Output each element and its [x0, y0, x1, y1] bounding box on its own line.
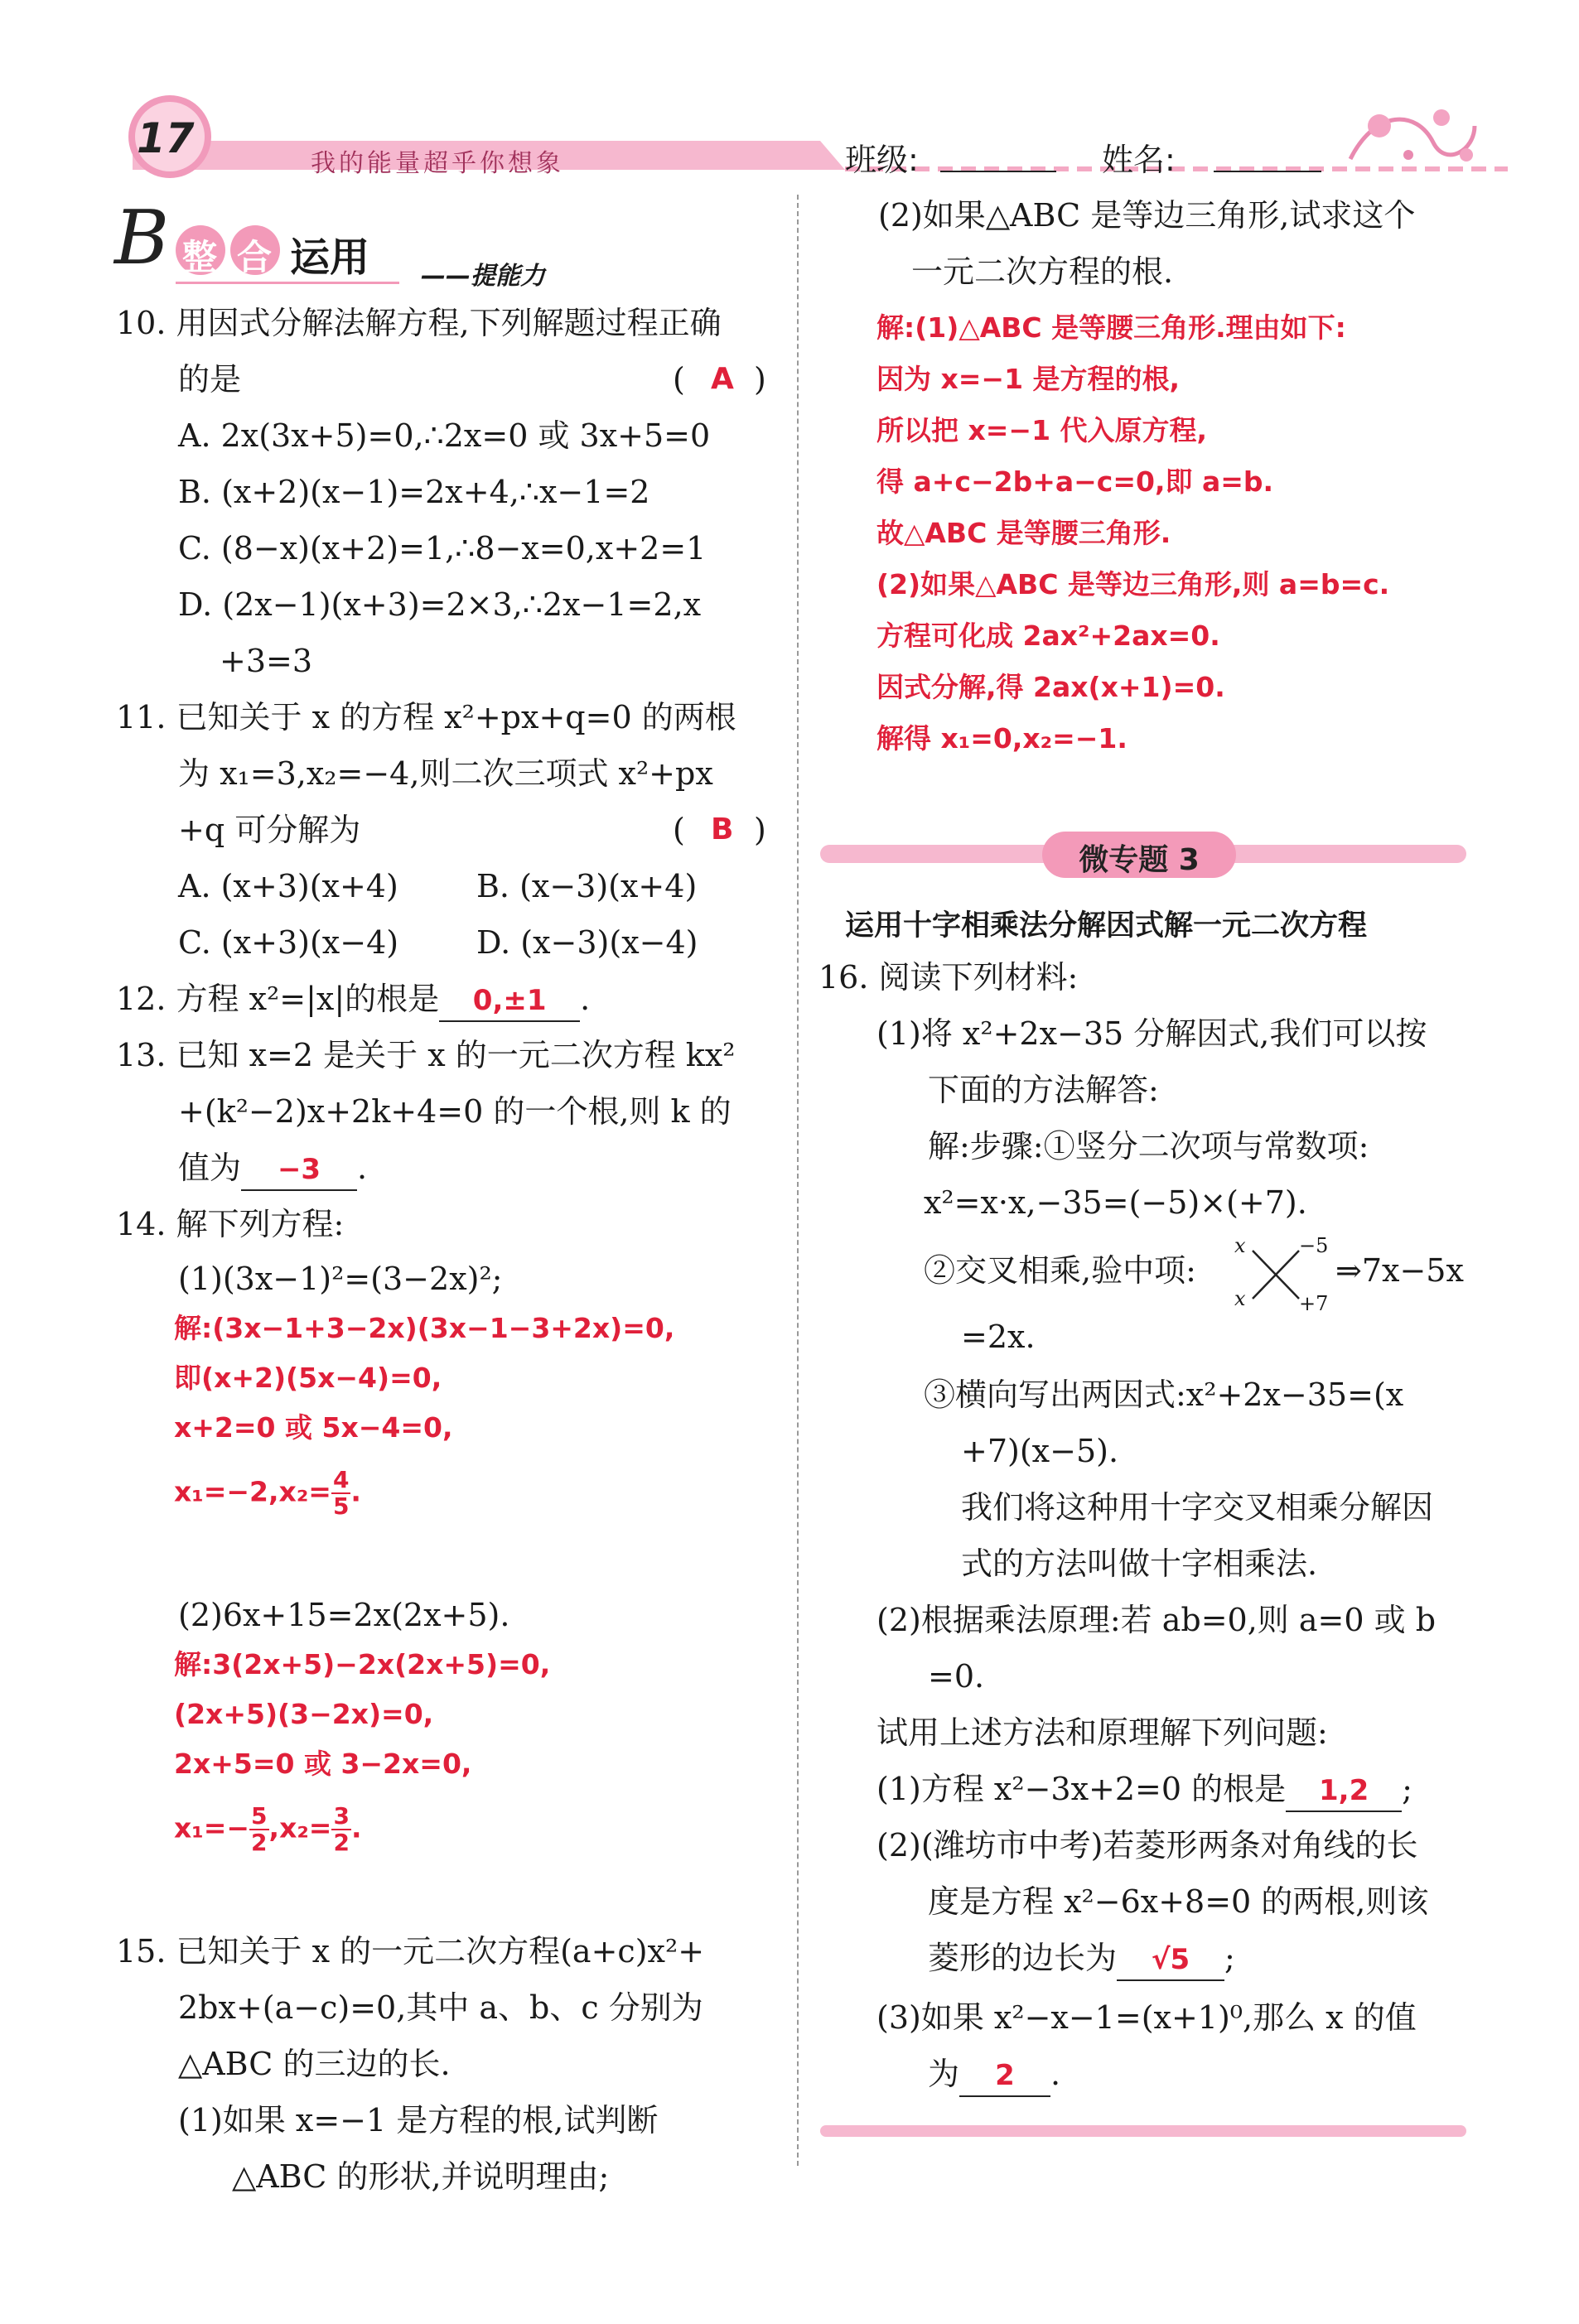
section-word: 运用 [290, 234, 370, 281]
q10-option-d-2: +3=3 [220, 643, 313, 679]
q16-a2-a: (2)(潍坊市中考)若菱形两条对角线的长 [876, 1827, 1418, 1864]
q16-stem: 16. 阅读下列材料: [818, 959, 1079, 996]
q15-part-1-b: △ABC 的形状,并说明理由; [232, 2158, 610, 2195]
section-char-2: 合 [237, 237, 273, 277]
q16-m3: 解:步骤:①竖分二次项与常数项: [928, 1128, 1369, 1164]
q14-p1-sol-2: 即(x+2)(5x−4)=0, [174, 1362, 442, 1394]
q14-p2-final-suffix: . [350, 1811, 362, 1844]
q10-stem-2: 的是 [178, 361, 242, 398]
q16-a1-text: (1)方程 x²−3x+2=0 的根是 [876, 1771, 1287, 1807]
q15-sol-1: 解:(1)△ABC 是等腰三角形.理由如下: [876, 311, 1346, 344]
column-divider [797, 195, 799, 2166]
q13-stem-2: +(k²−2)x+2k+4=0 的一个根,则 k 的 [178, 1093, 732, 1130]
page-number: 17 [137, 114, 195, 162]
q15-part-1-a: (1)如果 x=−1 是方程的根,试判断 [178, 2102, 659, 2138]
q16-m8: +7)(x−5). [961, 1433, 1119, 1469]
q16-m11: (2)根据乘法原理:若 ab=0,则 a=0 或 b [876, 1602, 1437, 1638]
cross-bottom-left: x [1234, 1287, 1246, 1310]
q15-sol-4: 得 a+c−2b+a−c=0,即 a=b. [876, 465, 1274, 498]
q14-p1-sol-3: x+2=0 或 5x−4=0, [174, 1411, 453, 1444]
q11-stem-1: 11. 已知关于 x 的方程 x²+px+q=0 的两根 [116, 699, 736, 735]
q11-option-d: D. (x−3)(x−4) [476, 924, 698, 961]
q11-answer-open: ( [673, 812, 685, 848]
q14-p2-frac1-den: 2 [251, 1829, 268, 1856]
class-label: 班级: [845, 142, 919, 178]
q14-p1-frac-den: 5 [332, 1492, 350, 1520]
q10-option-d-1: D. (2x−1)(x+3)=2×3,∴2x−1=2,x [178, 586, 702, 623]
topic-title: 运用十字相乘法分解因式解一元二次方程 [845, 909, 1368, 943]
name-blank[interactable] [1214, 171, 1321, 172]
q14-p2-frac2-den: 2 [333, 1829, 350, 1856]
q15-sol-6: (2)如果△ABC 是等边三角形,则 a=b=c. [876, 568, 1390, 600]
q10-answer-close: ) [754, 361, 766, 398]
q16-a2-end: ; [1224, 1940, 1235, 1976]
q14-p2-fraction-1 [249, 1804, 268, 1855]
q16-a3-answer-blank: 2 [959, 2056, 1050, 2097]
bottom-divider-bar [820, 2125, 1466, 2137]
q13-stem-3 [178, 1148, 367, 1191]
q14-p2-frac2-num: 3 [333, 1802, 350, 1830]
q10-option-a: A. 2x(3x+5)=0,∴2x=0 或 3x+5=0 [178, 417, 711, 454]
cross-top-right: −5 [1299, 1234, 1329, 1257]
q10-answer: A [711, 362, 734, 396]
q10-stem-1: 10. 用因式分解法解方程,下列解题过程正确 [116, 305, 722, 341]
q16-m6: =2x. [961, 1319, 1036, 1355]
q15-stem-1: 15. 已知关于 x 的一元二次方程(a+c)x²+ [116, 1933, 705, 1970]
q15-sol-2: 因为 x=−1 是方程的根, [876, 363, 1181, 395]
q13-end: . [357, 1150, 368, 1186]
q16-a1 [876, 1769, 1412, 1812]
q14-p2-final-prefix: x₁=− [174, 1811, 250, 1844]
name-label: 姓名: [1102, 142, 1176, 178]
q14-p2-fraction-2 [331, 1804, 350, 1855]
q12-answer-blank: 0,±1 [439, 981, 580, 1022]
section-letter: B [114, 195, 170, 282]
q14-part-2: (2)6x+15=2x(2x+5). [178, 1597, 510, 1633]
q16-a3-b [928, 2054, 1060, 2097]
q15-sol-5: 故△ABC 是等腰三角形. [876, 517, 1171, 549]
q11-answer: B [711, 812, 734, 846]
cross-top-left: x [1234, 1234, 1246, 1257]
q14-p1-final-suffix: . [350, 1475, 361, 1508]
q15-part-2-b: 一元二次方程的根. [911, 253, 1174, 290]
q12-stem-text: 12. 方程 x²=|x|的根是 [116, 981, 440, 1017]
q14-p1-sol-1: 解:(3x−1+3−2x)(3x−1−3+2x)=0, [174, 1312, 675, 1344]
q16-m4: x²=x·x,−35=(−5)×(+7). [924, 1184, 1307, 1221]
q16-m12: =0. [928, 1658, 985, 1695]
q14-p1-fraction [331, 1468, 350, 1519]
q11-answer-close: ) [754, 812, 766, 848]
q14-p2-frac1-num: 5 [251, 1802, 268, 1830]
section-underline [176, 282, 399, 284]
q16-m10: 式的方法叫做十字相乘法. [961, 1545, 1318, 1582]
q16-a3-b-text: 为 [928, 2056, 960, 2092]
q11-option-c: C. (x+3)(x−4) [178, 924, 399, 961]
q16-m2: 下面的方法解答: [928, 1072, 1159, 1108]
q15-stem-3: △ABC 的三边的长. [178, 2046, 451, 2082]
q16-m5-suffix: ⇒7x−5x [1335, 1252, 1464, 1289]
q12-stem [116, 979, 590, 1022]
q15-stem-2: 2bx+(a−c)=0,其中 a、b、c 分别为 [178, 1989, 703, 2026]
q15-sol-7: 方程可化成 2ax²+2ax=0. [876, 620, 1220, 652]
q15-part-2-a: (2)如果△ABC 是等边三角形,试求这个 [878, 197, 1416, 234]
q14-part-1: (1)(3x−1)²=(3−2x)²; [178, 1261, 503, 1297]
q11-option-b: B. (x−3)(x+4) [476, 868, 698, 904]
q16-a2-answer-blank: √5 [1117, 1940, 1224, 1981]
topic-label: 微专题 3 [1079, 843, 1200, 877]
q15-sol-3: 所以把 x=−1 代入原方程, [876, 414, 1208, 446]
q13-stem-1: 13. 已知 x=2 是关于 x 的一元二次方程 kx² [116, 1037, 736, 1073]
q16-a1-end: ; [1402, 1771, 1412, 1807]
q14-p1-final-prefix: x₁=−2,x₂= [174, 1475, 331, 1508]
q16-a3-a: (3)如果 x²−x−1=(x+1)⁰,那么 x 的值 [876, 1999, 1417, 2036]
flower-ornament-icon [1342, 93, 1483, 184]
q14-p2-final-mid: ,x₂= [268, 1811, 332, 1844]
q10-option-c: C. (8−x)(x+2)=1,∴8−x=0,x+2=1 [178, 530, 707, 567]
cross-diagram [1234, 1234, 1334, 1317]
q16-a3-end: . [1050, 2056, 1061, 2092]
q14-stem: 14. 解下列方程: [116, 1206, 345, 1242]
q14-p2-sol-2: (2x+5)(3−2x)=0, [174, 1698, 434, 1730]
q11-stem-3: +q 可分解为 [178, 812, 361, 848]
section-char-1: 整 [182, 237, 218, 277]
q16-m1: (1)将 x²+2x−35 分解因式,我们可以按 [876, 1015, 1427, 1052]
q16-a2-c-text: 菱形的边长为 [928, 1940, 1118, 1976]
q16-a2-c [928, 1938, 1235, 1981]
header-slogan: 我的能量超乎你想象 [311, 149, 564, 178]
q14-p1-final [174, 1468, 361, 1519]
q13-stem-3-text: 值为 [178, 1150, 242, 1186]
q11-stem-2: 为 x₁=3,x₂=−4,则二次三项式 x²+px [178, 755, 713, 792]
section-subtitle: ——提能力 [421, 262, 545, 291]
q16-m9: 我们将这种用十字交叉相乘分解因 [961, 1489, 1434, 1526]
q16-a2-b: 度是方程 x²−6x+8=0 的两根,则该 [928, 1883, 1429, 1920]
q14-p2-final [174, 1804, 362, 1855]
q14-p2-sol-3: 2x+5=0 或 3−2x=0, [174, 1748, 472, 1780]
q16-m7: ③横向写出两因式:x²+2x−35=(x [924, 1377, 1404, 1413]
q16-a1-answer-blank: 1,2 [1286, 1771, 1402, 1812]
cross-bottom-right: +7 [1299, 1292, 1329, 1315]
q14-p1-frac-num: 4 [332, 1466, 350, 1493]
q16-m5-prefix: ②交叉相乘,验中项: [924, 1252, 1196, 1289]
q10-answer-open: ( [673, 361, 685, 398]
q14-p2-sol-1: 解:3(2x+5)−2x(2x+5)=0, [174, 1648, 551, 1680]
q15-sol-9: 解得 x₁=0,x₂=−1. [876, 722, 1128, 755]
q15-sol-8: 因式分解,得 2ax(x+1)=0. [876, 671, 1225, 703]
q10-option-b: B. (x+2)(x−1)=2x+4,∴x−1=2 [178, 474, 650, 510]
q11-option-a: A. (x+3)(x+4) [178, 868, 398, 904]
class-blank[interactable] [940, 171, 1056, 172]
q16-m13: 试用上述方法和原理解下列问题: [876, 1714, 1328, 1751]
q12-end: . [580, 981, 591, 1017]
q13-answer-blank: −3 [241, 1150, 357, 1191]
